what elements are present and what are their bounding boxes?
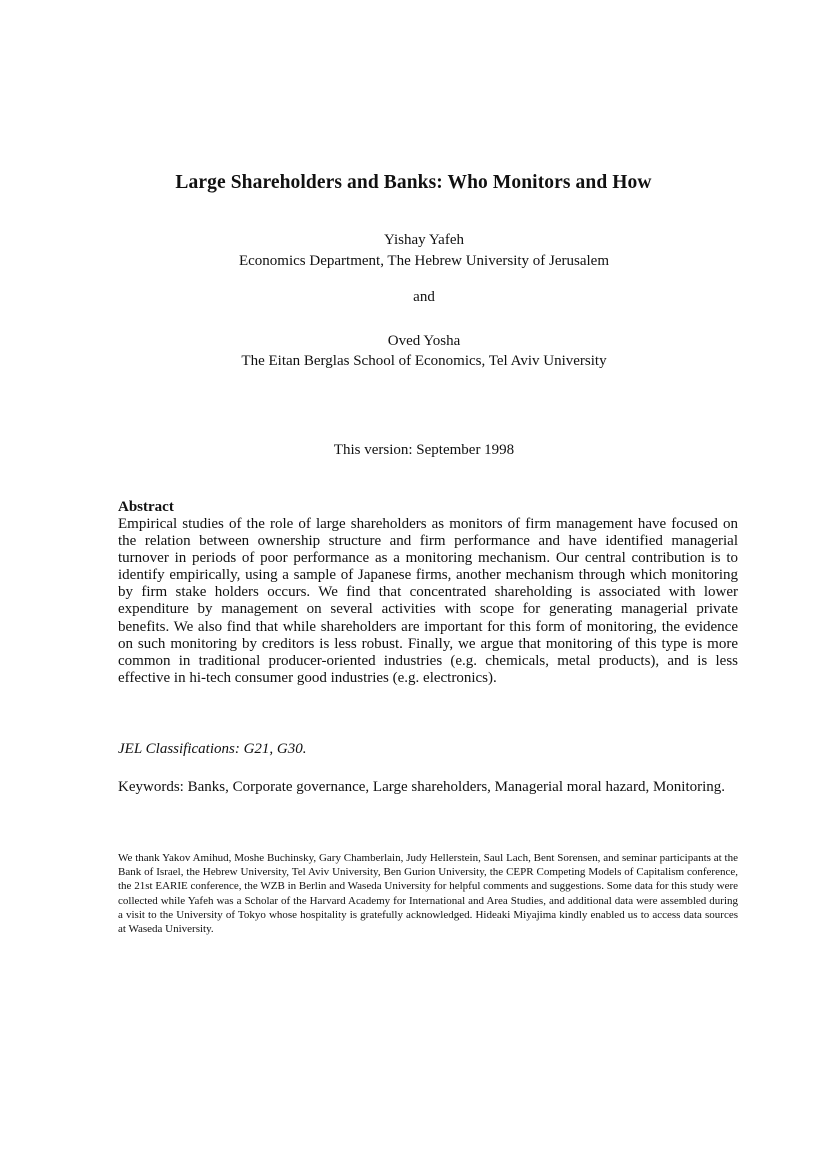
version-date: This version: September 1998 <box>333 442 515 458</box>
keywords: Keywords: Banks, Corporate governance, Large shareholders, Managerial moral hazard, Monitoring. <box>118 779 726 795</box>
author-name-2: Oved Yosha <box>387 333 461 349</box>
author-affiliation-2: The Eitan Berglas School of Economics, Tel Aviv University <box>241 353 607 369</box>
abstract-heading: Abstract <box>118 499 174 515</box>
jel-classifications: JEL Classifications: G21, G30. <box>118 741 307 757</box>
author-affiliation-1: Economics Department, The Hebrew University of Jerusalem <box>238 253 610 269</box>
paper-title: Large Shareholders and Banks: Who Monitors and How <box>175 172 652 193</box>
acknowledgments-footnote: We thank Yakov Amihud, Moshe Buchinsky, Gary Chamberlain, Judy Hellerstein, Saul Lach, Bent Sorensen, and seminar participants at the Bank of Israel, the Hebrew University, Tel Aviv University, Ben Gurion University, the CEPR Competing Models of Capitalism conference, the 21st EARIE conference, the WZB in Berlin and Waseda University for helpful comments and suggestions. Some data for this study were collected while Yafeh was a Scholar of the Harvard Academy for International and Area Studies, and additional data were assembled during a visit to the University of Tokyo whose hospitality is gratefully acknowledged. Hideaki Miyajima kindly enabled us to access data sources at Waseda University. <box>118 852 738 936</box>
author-name-1: Yishay Yafeh <box>383 232 464 248</box>
abstract-text: Empirical studies of the role of large shareholders as monitors of firm management have focused on the relation between ownership structure and firm performance and have identified managerial turnover in periods of poor performance as a monitoring mechanism. Our central contribution is to identify empirically, using a sample of Japanese firms, another mechanism through which monitoring by firm stake holders occurs. We find that concentrated shareholding is associated with lower expenditure by management on several activities with scope for generating managerial private benefits. We also find that while shareholders are important for this form of monitoring, the evidence on such monitoring by creditors is less robust. Finally, we argue that monitoring of this type is more common in traditional producer-oriented industries (e.g. chemicals, metal products), and is less effective in hi-tech consumer good industries (e.g. electronics). <box>118 516 738 686</box>
abstract-section <box>118 499 738 687</box>
author-conjunction: and <box>413 289 435 305</box>
